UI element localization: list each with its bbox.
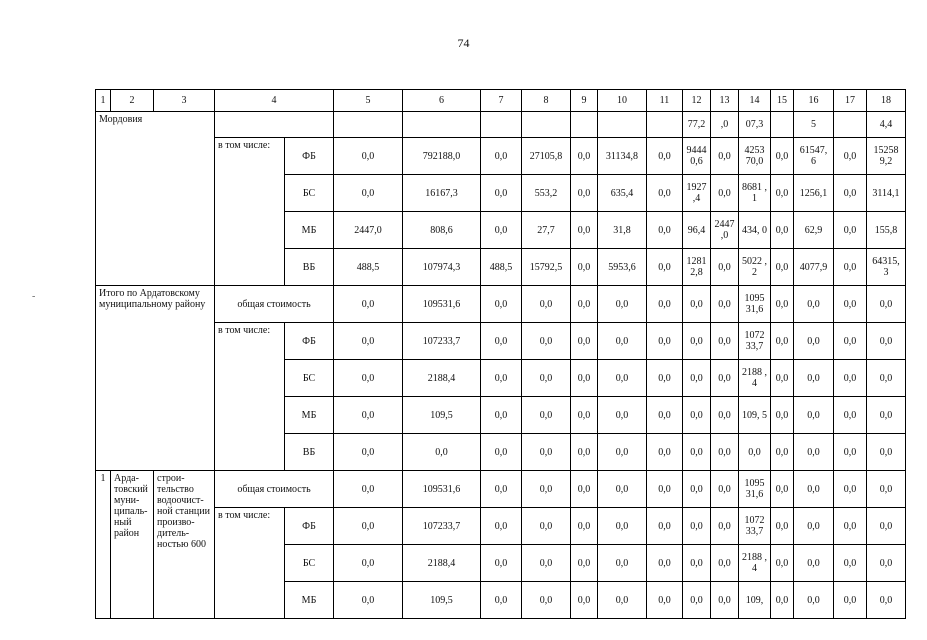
table-row: [96, 138, 906, 175]
value-cell: 0,0: [711, 434, 739, 471]
value-cell: 5022 ,2: [739, 249, 771, 286]
value-cell: [771, 112, 794, 138]
value-cell: 0,0: [771, 582, 794, 619]
value-cell: 0,0: [867, 323, 906, 360]
value-cell: 0,0: [647, 360, 683, 397]
value-cell: 0,0: [647, 323, 683, 360]
incl-label: в том числе:: [215, 138, 285, 286]
value-cell: 0,0: [771, 323, 794, 360]
value-cell: 0,0: [834, 434, 867, 471]
value-cell: 0,0: [683, 545, 711, 582]
value-cell: 15258 9,2: [867, 138, 906, 175]
value-cell: 0,0: [834, 508, 867, 545]
value-cell: 31134,8: [598, 138, 647, 175]
value-cell: 0,0: [481, 582, 522, 619]
value-cell: 109, 5: [739, 397, 771, 434]
value-cell: 0,0: [794, 286, 834, 323]
value-cell: 0,0: [834, 138, 867, 175]
value-cell: [481, 112, 522, 138]
value-cell: 0,0: [571, 212, 598, 249]
header-cell: 2: [111, 90, 154, 112]
value-cell: 0,0: [647, 508, 683, 545]
value-cell: 107233,7: [403, 508, 481, 545]
value-cell: 109531,6: [403, 286, 481, 323]
value-cell: 0,0: [522, 582, 571, 619]
value-cell: 553,2: [522, 175, 571, 212]
value-cell: 0,0: [522, 360, 571, 397]
fund-label: ФБ: [285, 138, 334, 175]
value-cell: 0,0: [683, 508, 711, 545]
object-name: строи- тельство водоочист- ной станции произво- дитель- ностью 600: [154, 471, 215, 619]
value-cell: 0,0: [334, 582, 403, 619]
value-cell: 0,0: [647, 286, 683, 323]
value-cell: 0,0: [334, 397, 403, 434]
value-cell: 0,0: [334, 434, 403, 471]
table-row: [96, 112, 906, 138]
header-cell: 18: [867, 90, 906, 112]
value-cell: 5953,6: [598, 249, 647, 286]
header-cell: 8: [522, 90, 571, 112]
value-cell: 0,0: [739, 434, 771, 471]
header-cell: 16: [794, 90, 834, 112]
value-cell: 0,0: [571, 286, 598, 323]
value-cell: 31,8: [598, 212, 647, 249]
value-cell: 8681 ,1: [739, 175, 771, 212]
value-cell: 0,0: [571, 249, 598, 286]
value-cell: 0,0: [794, 397, 834, 434]
value-cell: 9444 0,6: [683, 138, 711, 175]
value-cell: 0,0: [481, 212, 522, 249]
value-cell: 0,0: [711, 138, 739, 175]
value-cell: 0,0: [647, 249, 683, 286]
value-cell: 0,0: [598, 471, 647, 508]
value-cell: 0,0: [571, 545, 598, 582]
value-cell: 107233,7: [403, 323, 481, 360]
value-cell: 0,0: [834, 286, 867, 323]
value-cell: 0,0: [481, 434, 522, 471]
value-cell: 0,0: [647, 138, 683, 175]
fund-label: ФБ: [285, 323, 334, 360]
value-cell: 0,0: [771, 508, 794, 545]
value-cell: 5: [794, 112, 834, 138]
value-cell: 2188,4: [403, 545, 481, 582]
region-label: Мордовия: [96, 112, 215, 286]
value-cell: 0,0: [647, 397, 683, 434]
value-cell: 0,0: [711, 249, 739, 286]
district-name: Арда- товский муни- ципаль- ный район: [111, 471, 154, 619]
item-number: 1: [96, 471, 111, 619]
value-cell: 0,0: [334, 508, 403, 545]
fund-label: БС: [285, 360, 334, 397]
value-cell: 0,0: [334, 360, 403, 397]
value-cell: 0,0: [771, 545, 794, 582]
value-cell: 15792,5: [522, 249, 571, 286]
value-cell: 4077,9: [794, 249, 834, 286]
value-cell: 77,2: [683, 112, 711, 138]
value-cell: 2188,4: [403, 360, 481, 397]
value-cell: [334, 112, 403, 138]
header-cell: 7: [481, 90, 522, 112]
value-cell: 0,0: [794, 471, 834, 508]
value-cell: 0,0: [867, 471, 906, 508]
value-cell: 0,0: [867, 286, 906, 323]
fund-label: ВБ: [285, 434, 334, 471]
value-cell: 0,0: [334, 138, 403, 175]
value-cell: 0,0: [834, 397, 867, 434]
value-cell: 4253 70,0: [739, 138, 771, 175]
header-cell: 10: [598, 90, 647, 112]
value-cell: 0,0: [571, 360, 598, 397]
value-cell: 0,0: [683, 471, 711, 508]
value-cell: 0,0: [571, 582, 598, 619]
table-row: [96, 286, 906, 323]
value-cell: 0,0: [711, 582, 739, 619]
incl-label: в том числе:: [215, 323, 285, 471]
header-cell: 1: [96, 90, 111, 112]
value-cell: 0,0: [683, 360, 711, 397]
value-cell: 0,0: [711, 323, 739, 360]
value-cell: 2447 ,0: [711, 212, 739, 249]
value-cell: 0,0: [711, 360, 739, 397]
value-cell: 0,0: [794, 582, 834, 619]
value-cell: 0,0: [794, 434, 834, 471]
fund-label: МБ: [285, 582, 334, 619]
table-row: [96, 508, 906, 545]
value-cell: 0,0: [647, 434, 683, 471]
value-cell: 0,0: [771, 212, 794, 249]
value-cell: ,0: [711, 112, 739, 138]
value-cell: 62,9: [794, 212, 834, 249]
page-number: 74: [457, 36, 470, 50]
value-cell: 0,0: [683, 434, 711, 471]
value-cell: 0,0: [522, 434, 571, 471]
blank-cell: [215, 112, 334, 138]
total-label: общая стоимость: [215, 286, 334, 323]
value-cell: 0,0: [794, 508, 834, 545]
value-cell: 109,: [739, 582, 771, 619]
value-cell: 0,0: [794, 360, 834, 397]
value-cell: 0,0: [794, 545, 834, 582]
value-cell: 2188 ,4: [739, 360, 771, 397]
value-cell: 0,0: [683, 397, 711, 434]
value-cell: 0,0: [598, 508, 647, 545]
value-cell: 0,0: [647, 212, 683, 249]
fund-label: БС: [285, 545, 334, 582]
value-cell: 0,0: [683, 323, 711, 360]
value-cell: 109,5: [403, 582, 481, 619]
value-cell: 0,0: [683, 582, 711, 619]
subtotal-label: Итого по Ардатовскому муниципальному району: [96, 286, 215, 471]
value-cell: 0,0: [522, 471, 571, 508]
value-cell: 0,0: [481, 175, 522, 212]
value-cell: [403, 112, 481, 138]
value-cell: 0,0: [522, 397, 571, 434]
value-cell: 0,0: [598, 582, 647, 619]
value-cell: 07,3: [739, 112, 771, 138]
value-cell: 109,5: [403, 397, 481, 434]
value-cell: [834, 112, 867, 138]
value-cell: 1927 ,4: [683, 175, 711, 212]
value-cell: 16167,3: [403, 175, 481, 212]
value-cell: 0,0: [598, 545, 647, 582]
value-cell: 0,0: [834, 360, 867, 397]
value-cell: 0,0: [334, 286, 403, 323]
value-cell: 1256,1: [794, 175, 834, 212]
value-cell: 0,0: [711, 508, 739, 545]
value-cell: 808,6: [403, 212, 481, 249]
value-cell: 64315, 3: [867, 249, 906, 286]
table-row: [96, 323, 906, 360]
value-cell: 61547, 6: [794, 138, 834, 175]
fund-label: МБ: [285, 397, 334, 434]
value-cell: 0,0: [771, 471, 794, 508]
stray-mark: -: [32, 291, 36, 302]
value-cell: 0,0: [481, 545, 522, 582]
header-cell: 15: [771, 90, 794, 112]
value-cell: 2188 ,4: [739, 545, 771, 582]
value-cell: 107974,3: [403, 249, 481, 286]
value-cell: 0,0: [481, 471, 522, 508]
value-cell: 0,0: [711, 175, 739, 212]
value-cell: 0,0: [598, 360, 647, 397]
value-cell: 0,0: [571, 397, 598, 434]
value-cell: 0,0: [598, 323, 647, 360]
value-cell: 0,0: [334, 471, 403, 508]
value-cell: 0,0: [571, 175, 598, 212]
value-cell: 0,0: [334, 545, 403, 582]
value-cell: [647, 112, 683, 138]
header-cell: 3: [154, 90, 215, 112]
value-cell: 0,0: [794, 323, 834, 360]
value-cell: 155,8: [867, 212, 906, 249]
value-cell: 0,0: [481, 323, 522, 360]
value-cell: [522, 112, 571, 138]
value-cell: 0,0: [481, 286, 522, 323]
value-cell: [598, 112, 647, 138]
value-cell: 0,0: [522, 545, 571, 582]
value-cell: 0,0: [771, 286, 794, 323]
value-cell: 0,0: [867, 508, 906, 545]
fund-label: БС: [285, 175, 334, 212]
value-cell: 0,0: [834, 582, 867, 619]
value-cell: 0,0: [647, 471, 683, 508]
value-cell: 0,0: [522, 323, 571, 360]
header-cell: 17: [834, 90, 867, 112]
value-cell: 0,0: [598, 397, 647, 434]
value-cell: 0,0: [867, 360, 906, 397]
value-cell: 0,0: [481, 360, 522, 397]
value-cell: 0,0: [711, 397, 739, 434]
value-cell: 0,0: [571, 471, 598, 508]
value-cell: 0,0: [481, 397, 522, 434]
value-cell: 0,0: [571, 508, 598, 545]
value-cell: 109531,6: [403, 471, 481, 508]
total-label: общая стоимость: [215, 471, 334, 508]
value-cell: 1095 31,6: [739, 286, 771, 323]
value-cell: 0,0: [771, 397, 794, 434]
value-cell: 0,0: [481, 508, 522, 545]
value-cell: 434, 0: [739, 212, 771, 249]
value-cell: 0,0: [834, 323, 867, 360]
fund-label: ФБ: [285, 508, 334, 545]
value-cell: 1095 31,6: [739, 471, 771, 508]
value-cell: 0,0: [711, 286, 739, 323]
value-cell: 3114,1: [867, 175, 906, 212]
fund-label: МБ: [285, 212, 334, 249]
budget-table: [95, 89, 906, 619]
value-cell: 0,0: [598, 286, 647, 323]
value-cell: 0,0: [771, 360, 794, 397]
value-cell: 0,0: [571, 138, 598, 175]
value-cell: 0,0: [771, 138, 794, 175]
value-cell: 0,0: [834, 471, 867, 508]
value-cell: 0,0: [598, 434, 647, 471]
header-cell: 14: [739, 90, 771, 112]
value-cell: 0,0: [867, 397, 906, 434]
value-cell: 0,0: [647, 175, 683, 212]
value-cell: 0,0: [683, 286, 711, 323]
table-row: [96, 471, 906, 508]
value-cell: 792188,0: [403, 138, 481, 175]
value-cell: 0,0: [403, 434, 481, 471]
value-cell: 0,0: [771, 434, 794, 471]
incl-label: в том числе:: [215, 508, 285, 619]
value-cell: 1072 33,7: [739, 508, 771, 545]
value-cell: 0,0: [481, 138, 522, 175]
value-cell: 0,0: [867, 434, 906, 471]
value-cell: 488,5: [481, 249, 522, 286]
value-cell: 1072 33,7: [739, 323, 771, 360]
value-cell: 0,0: [571, 434, 598, 471]
value-cell: 96,4: [683, 212, 711, 249]
fund-label: ВБ: [285, 249, 334, 286]
value-cell: 27105,8: [522, 138, 571, 175]
value-cell: 0,0: [647, 545, 683, 582]
value-cell: 0,0: [522, 286, 571, 323]
value-cell: 0,0: [867, 582, 906, 619]
value-cell: 0,0: [771, 249, 794, 286]
value-cell: 0,0: [834, 249, 867, 286]
value-cell: 0,0: [334, 323, 403, 360]
header-row: [96, 90, 906, 112]
value-cell: 0,0: [867, 545, 906, 582]
value-cell: 4,4: [867, 112, 906, 138]
value-cell: 635,4: [598, 175, 647, 212]
header-cell: 4: [215, 90, 334, 112]
value-cell: 0,0: [834, 175, 867, 212]
value-cell: 0,0: [571, 323, 598, 360]
value-cell: 2447,0: [334, 212, 403, 249]
value-cell: 488,5: [334, 249, 403, 286]
header-cell: 6: [403, 90, 481, 112]
header-cell: 5: [334, 90, 403, 112]
value-cell: 0,0: [522, 508, 571, 545]
header-cell: 9: [571, 90, 598, 112]
value-cell: 0,0: [834, 545, 867, 582]
header-cell: 13: [711, 90, 739, 112]
value-cell: [571, 112, 598, 138]
value-cell: 27,7: [522, 212, 571, 249]
value-cell: 0,0: [834, 212, 867, 249]
header-cell: 11: [647, 90, 683, 112]
value-cell: 0,0: [647, 582, 683, 619]
header-cell: 12: [683, 90, 711, 112]
value-cell: 0,0: [711, 545, 739, 582]
value-cell: 0,0: [771, 175, 794, 212]
value-cell: 1281 2,8: [683, 249, 711, 286]
value-cell: 0,0: [711, 471, 739, 508]
value-cell: 0,0: [334, 175, 403, 212]
